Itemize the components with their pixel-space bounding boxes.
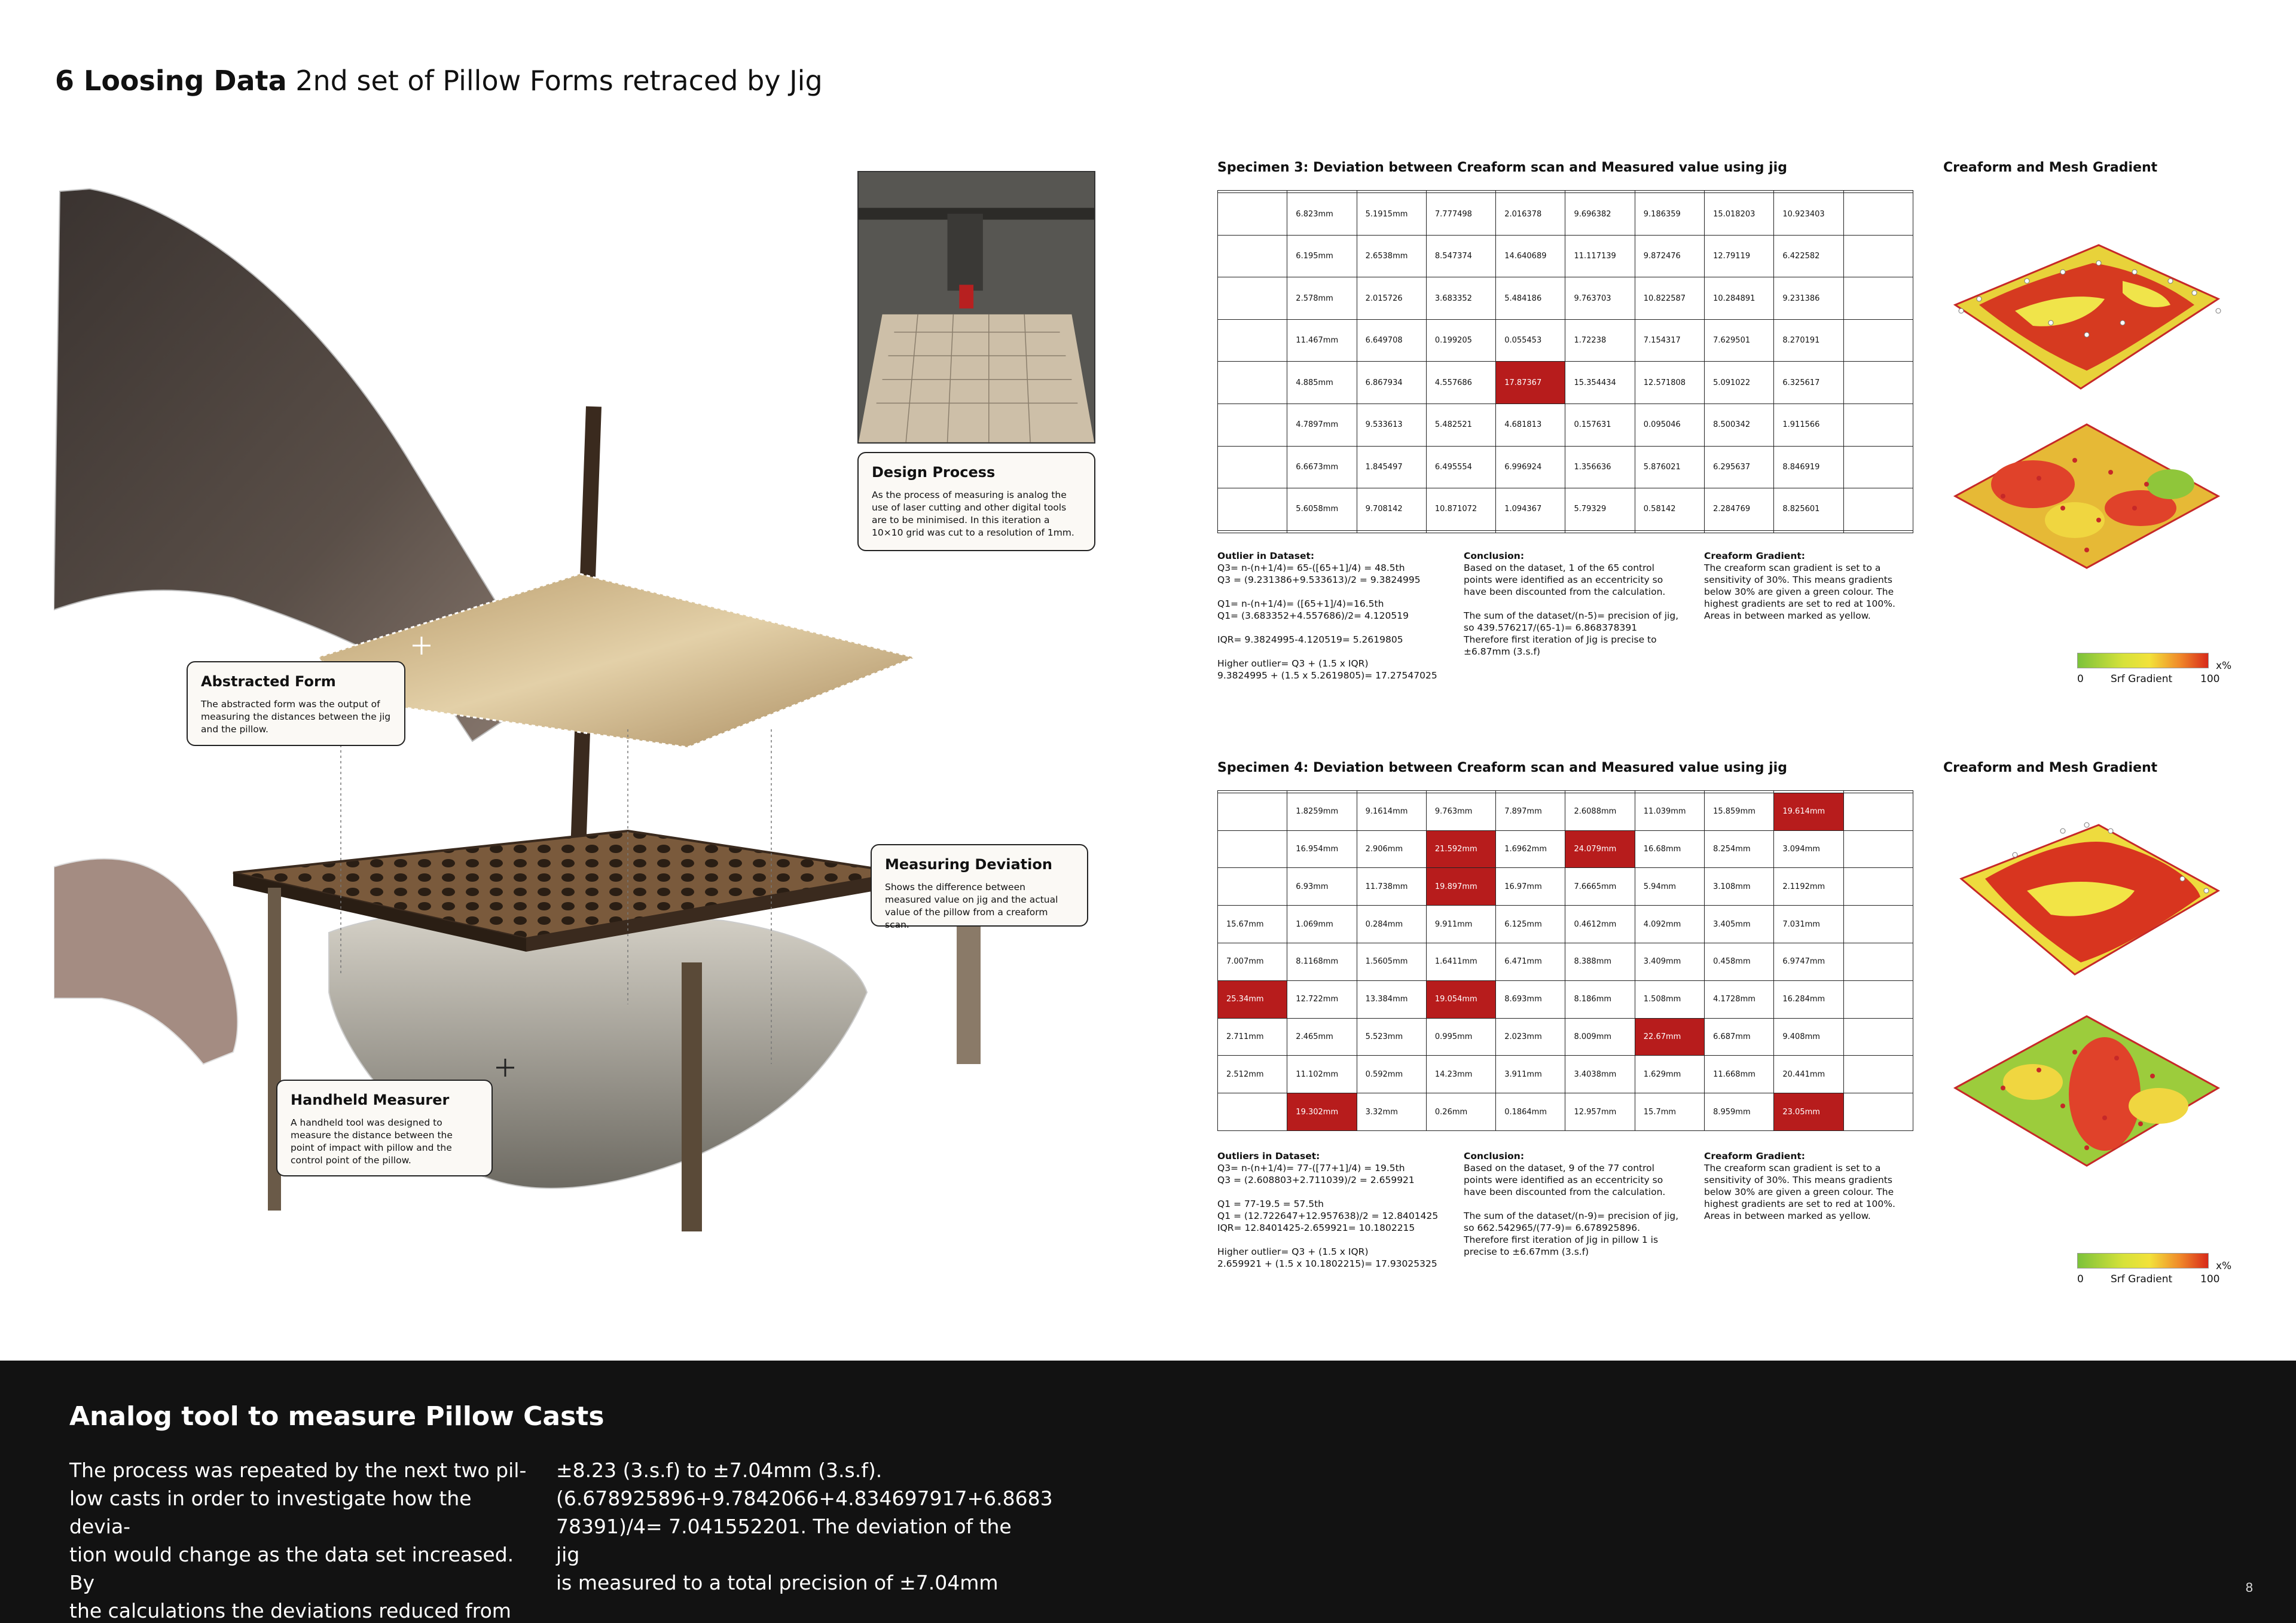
table-row bbox=[1218, 404, 1913, 446]
table-cell: 0.284mm bbox=[1357, 906, 1426, 943]
table-row bbox=[1218, 319, 1913, 362]
table-cell: 9.696382 bbox=[1565, 193, 1635, 236]
table-row bbox=[1218, 793, 1913, 830]
table-cell: 6.823mm bbox=[1287, 193, 1357, 236]
table-row bbox=[1218, 193, 1913, 236]
table-cell: 8.547374 bbox=[1426, 235, 1495, 277]
table-cell: 11.467mm bbox=[1287, 319, 1357, 362]
specimen3-outlier-notes bbox=[1217, 550, 1457, 681]
specimen4-legend bbox=[2077, 1253, 2232, 1285]
table-cell: 19.054mm bbox=[1426, 980, 1495, 1018]
table-cell: 8.254mm bbox=[1705, 830, 1774, 868]
table-row bbox=[1218, 277, 1913, 320]
table-cell bbox=[1218, 488, 1287, 531]
notes-body: Based on the dataset, 1 of the 65 control points were identified as an eccentricity so have been discounted from the calculation. The sum of the dataset/(n-5)= precision of jig, so 439.576217/(65-1)= 6.868378391 Therefore first iteration of Jig is precise to ±6.87mm (3.s.f) bbox=[1464, 563, 1679, 657]
callout-title: Handheld Measurer bbox=[291, 1092, 450, 1108]
specimen3-gradient-title: Creaform and Mesh Gradient bbox=[1943, 160, 2158, 175]
table-cell: 6.649708 bbox=[1357, 319, 1426, 362]
table-cell: 1.629mm bbox=[1635, 1056, 1704, 1093]
notes-body: The creaform scan gradient is set to a sensitivity of 30%. This means gradients below 30% are given a green colour. The highest gradients are set to red at 100%. Areas in between marked as yellow. bbox=[1704, 563, 1895, 621]
band-text-right: ±8.23 (3.s.f) to ±7.04mm (3.s.f). (6.678925896+9.7842066+4.834697917+6.8683 78391)/4= 7.041552201. The deviation of the jig is measured to a total precision of ±7.04mm bbox=[556, 1459, 1053, 1594]
table-cell bbox=[1218, 446, 1287, 488]
table-cell: 3.32mm bbox=[1357, 1093, 1426, 1131]
table-cell: 24.079mm bbox=[1565, 830, 1635, 868]
table-cell bbox=[1218, 868, 1287, 906]
table-cell: 5.482521 bbox=[1426, 404, 1495, 446]
notes-body: The creaform scan gradient is set to a sensitivity of 30%. This means gradients below 30% are given a green colour. The highest gradients are set to red at 100%. Areas in between marked as yellow. bbox=[1704, 1163, 1895, 1221]
table-cell bbox=[1705, 530, 1774, 533]
table-cell bbox=[1843, 793, 1913, 830]
table-cell bbox=[1843, 906, 1913, 943]
table-row bbox=[1218, 362, 1913, 404]
table-cell: 6.93mm bbox=[1287, 868, 1357, 906]
table-row bbox=[1218, 868, 1913, 906]
table-cell: 0.157631 bbox=[1565, 404, 1635, 446]
table-cell bbox=[1218, 404, 1287, 446]
table-cell: 8.009mm bbox=[1565, 1018, 1635, 1056]
legend-gradient-bar bbox=[2077, 1253, 2209, 1269]
table-cell: 1.094367 bbox=[1496, 488, 1565, 531]
page-title bbox=[55, 65, 823, 97]
table-cell: 9.408mm bbox=[1774, 1018, 1843, 1056]
table-cell: 12.722mm bbox=[1287, 980, 1357, 1018]
callout-abstracted-form bbox=[187, 661, 405, 746]
table-cell: 13.384mm bbox=[1357, 980, 1426, 1018]
table-cell: 8.500342 bbox=[1705, 404, 1774, 446]
specimen4-gradient-note bbox=[1704, 1150, 1919, 1222]
table-cell: 1.6411mm bbox=[1426, 943, 1495, 981]
table-cell bbox=[1843, 319, 1913, 362]
table-cell: 5.523mm bbox=[1357, 1018, 1426, 1056]
table-cell: 12.79119 bbox=[1705, 235, 1774, 277]
table-cell: 0.4612mm bbox=[1565, 906, 1635, 943]
table-cell bbox=[1218, 235, 1287, 277]
table-row bbox=[1218, 530, 1913, 533]
table-cell bbox=[1843, 488, 1913, 531]
notes-title: Conclusion: bbox=[1464, 1151, 1525, 1162]
specimen4-creaform-heatmap bbox=[1943, 807, 2230, 992]
table-cell: 1.5605mm bbox=[1357, 943, 1426, 981]
table-cell: 14.640689 bbox=[1496, 235, 1565, 277]
table-cell: 7.629501 bbox=[1705, 319, 1774, 362]
table-cell bbox=[1635, 530, 1704, 533]
table-cell bbox=[1843, 530, 1913, 533]
specimen3-deviation-table bbox=[1217, 190, 1913, 533]
table-cell: 6.687mm bbox=[1705, 1018, 1774, 1056]
legend-label: Srf Gradient bbox=[2111, 673, 2173, 685]
table-cell bbox=[1843, 404, 1913, 446]
table-cell: 6.195mm bbox=[1287, 235, 1357, 277]
table-cell bbox=[1843, 277, 1913, 320]
table-row bbox=[1218, 1018, 1913, 1056]
table-cell: 3.683352 bbox=[1426, 277, 1495, 320]
specimen4-deviation-table bbox=[1217, 790, 1913, 1131]
table-cell: 12.571808 bbox=[1635, 362, 1704, 404]
table-cell bbox=[1843, 1056, 1913, 1093]
table-cell bbox=[1774, 530, 1843, 533]
callout-body: The abstracted form was the output of measuring the distances between the jig and the pillow. bbox=[201, 699, 391, 735]
summary-band bbox=[0, 1361, 2296, 1623]
specimen3-gradient-note bbox=[1704, 550, 1919, 622]
table-cell: 2.711mm bbox=[1218, 1018, 1287, 1056]
table-cell: 20.441mm bbox=[1774, 1056, 1843, 1093]
specimen3-creaform-heatmap bbox=[1943, 221, 2230, 412]
table-cell bbox=[1218, 277, 1287, 320]
table-cell: 9.763703 bbox=[1565, 277, 1635, 320]
table-cell: 22.67mm bbox=[1635, 1018, 1704, 1056]
table-cell: 0.592mm bbox=[1357, 1056, 1426, 1093]
table-cell: 1.8259mm bbox=[1287, 793, 1357, 830]
table-cell: 8.186mm bbox=[1565, 980, 1635, 1018]
table-cell: 3.409mm bbox=[1635, 943, 1704, 981]
title-bold: 6 Loosing Data bbox=[55, 65, 287, 97]
legend-unit: x% bbox=[2216, 1260, 2232, 1272]
table-cell: 25.34mm bbox=[1218, 980, 1287, 1018]
table-cell: 8.270191 bbox=[1774, 319, 1843, 362]
table-cell bbox=[1218, 319, 1287, 362]
table-cell: 14.23mm bbox=[1426, 1056, 1495, 1093]
table-cell: 19.614mm bbox=[1774, 793, 1843, 830]
table-cell: 0.458mm bbox=[1705, 943, 1774, 981]
table-cell bbox=[1843, 1018, 1913, 1056]
table-cell: 21.592mm bbox=[1426, 830, 1495, 868]
table-cell: 8.846919 bbox=[1774, 446, 1843, 488]
table-cell: 6.6673mm bbox=[1287, 446, 1357, 488]
table-cell: 2.6538mm bbox=[1357, 235, 1426, 277]
callout-handheld-measurer bbox=[276, 1080, 493, 1176]
table-cell: 8.959mm bbox=[1705, 1093, 1774, 1131]
table-cell: 11.738mm bbox=[1357, 868, 1426, 906]
table-cell: 3.4038mm bbox=[1565, 1056, 1635, 1093]
table-cell: 4.681813 bbox=[1496, 404, 1565, 446]
notes-body: Q3= n-(n+1/4)= 77-([77+1]/4) = 19.5th Q3 = (2.608803+2.711039)/2 = 2.659921 Q1 = 77-19.5 = 57.5th Q1 = (12.722647+12.957638)/2 = 12.8401425 IQR= 12.8401425-2.659921= 10.1802215 Higher outlier= Q3 + (1.5 x IQR) 2.659921 + (1.5 x 10.1802215)= 17.93025325 bbox=[1217, 1163, 1439, 1269]
table-cell: 1.6962mm bbox=[1496, 830, 1565, 868]
notes-title: Conclusion: bbox=[1464, 551, 1525, 561]
table-cell: 8.693mm bbox=[1496, 980, 1565, 1018]
table-cell: 16.954mm bbox=[1287, 830, 1357, 868]
table-cell: 9.1614mm bbox=[1357, 793, 1426, 830]
table-cell: 0.1864mm bbox=[1496, 1093, 1565, 1131]
table-cell bbox=[1843, 830, 1913, 868]
legend-min: 0 bbox=[2077, 1273, 2084, 1285]
callout-body: A handheld tool was designed to measure the distance between the point of impact with pillow and the control point of the pillow. bbox=[291, 1117, 453, 1166]
table-cell: 7.007mm bbox=[1218, 943, 1287, 981]
table-cell: 11.102mm bbox=[1287, 1056, 1357, 1093]
table-cell bbox=[1218, 362, 1287, 404]
table-cell: 5.6058mm bbox=[1287, 488, 1357, 531]
title-subtitle: 2nd set of Pillow Forms retraced by Jig bbox=[295, 65, 823, 97]
table-cell: 2.023mm bbox=[1496, 1018, 1565, 1056]
table-row bbox=[1218, 1056, 1913, 1093]
callout-measuring-deviation bbox=[871, 844, 1088, 930]
table-cell bbox=[1843, 980, 1913, 1018]
table-cell: 16.284mm bbox=[1774, 980, 1843, 1018]
table-cell: 5.484186 bbox=[1496, 277, 1565, 320]
table-cell bbox=[1843, 446, 1913, 488]
table-cell: 1.069mm bbox=[1287, 906, 1357, 943]
table-cell: 10.923403 bbox=[1774, 193, 1843, 236]
table-cell: 1.911566 bbox=[1774, 404, 1843, 446]
table-cell: 16.68mm bbox=[1635, 830, 1704, 868]
table-cell: 6.422582 bbox=[1774, 235, 1843, 277]
specimen4-mesh-heatmap bbox=[1943, 1004, 2230, 1178]
table-cell: 4.557686 bbox=[1426, 362, 1495, 404]
table-cell: 3.911mm bbox=[1496, 1056, 1565, 1093]
table-cell: 10.822587 bbox=[1635, 277, 1704, 320]
table-cell: 1.508mm bbox=[1635, 980, 1704, 1018]
table-row bbox=[1218, 446, 1913, 488]
table-cell: 4.1728mm bbox=[1705, 980, 1774, 1018]
table-cell: 2.512mm bbox=[1218, 1056, 1287, 1093]
table-cell: 7.154317 bbox=[1635, 319, 1704, 362]
table-cell: 9.763mm bbox=[1426, 793, 1495, 830]
table-cell bbox=[1218, 193, 1287, 236]
callout-title: Design Process bbox=[872, 464, 996, 481]
table-row bbox=[1218, 488, 1913, 531]
table-cell: 1.72238 bbox=[1565, 319, 1635, 362]
table-cell: 7.897mm bbox=[1496, 793, 1565, 830]
table-cell: 19.897mm bbox=[1426, 868, 1495, 906]
table-cell bbox=[1357, 530, 1426, 533]
table-cell: 2.6088mm bbox=[1565, 793, 1635, 830]
callout-design-process bbox=[857, 452, 1095, 551]
table-cell: 5.1915mm bbox=[1357, 193, 1426, 236]
specimen4-outlier-notes bbox=[1217, 1150, 1457, 1270]
callout-title: Measuring Deviation bbox=[885, 856, 1052, 873]
table-cell: 2.284769 bbox=[1705, 488, 1774, 531]
specimen4-gradient-title: Creaform and Mesh Gradient bbox=[1943, 760, 2158, 775]
table-cell: 15.67mm bbox=[1218, 906, 1287, 943]
table-cell bbox=[1565, 530, 1635, 533]
table-cell: 11.668mm bbox=[1705, 1056, 1774, 1093]
table-cell: 6.9747mm bbox=[1774, 943, 1843, 981]
table-cell: 9.533613 bbox=[1357, 404, 1426, 446]
table-cell: 9.186359 bbox=[1635, 193, 1704, 236]
table-cell: 9.708142 bbox=[1357, 488, 1426, 531]
specimen3-legend bbox=[2077, 653, 2232, 685]
table-cell: 2.1192mm bbox=[1774, 868, 1843, 906]
table-cell: 6.495554 bbox=[1426, 446, 1495, 488]
table-cell: 5.79329 bbox=[1565, 488, 1635, 531]
band-text-left: The process was repeated by the next two pil- low casts in order to investigate how the devia- tion would change as the data set increased. By the calculations the deviations reduced from bbox=[69, 1459, 527, 1622]
table-row bbox=[1218, 235, 1913, 277]
notes-title: Outlier in Dataset: bbox=[1217, 551, 1315, 561]
specimen3-mesh-heatmap bbox=[1943, 418, 2230, 580]
table-cell bbox=[1496, 530, 1565, 533]
legend-unit: x% bbox=[2216, 660, 2232, 672]
table-cell: 3.108mm bbox=[1705, 868, 1774, 906]
table-cell: 2.016378 bbox=[1496, 193, 1565, 236]
laser-cutter-photo bbox=[857, 171, 1095, 444]
table-cell: 19.302mm bbox=[1287, 1093, 1357, 1131]
table-cell: 3.094mm bbox=[1774, 830, 1843, 868]
table-row bbox=[1218, 830, 1913, 868]
table-cell bbox=[1843, 193, 1913, 236]
band-title: Analog tool to measure Pillow Casts bbox=[69, 1401, 604, 1432]
table-cell: 11.117139 bbox=[1565, 235, 1635, 277]
table-cell bbox=[1843, 1093, 1913, 1131]
table-cell: 0.095046 bbox=[1635, 404, 1704, 446]
table-cell: 15.859mm bbox=[1705, 793, 1774, 830]
table-cell: 4.092mm bbox=[1635, 906, 1704, 943]
table-cell bbox=[1426, 530, 1495, 533]
page-number: 8 bbox=[2245, 1580, 2253, 1595]
table-cell: 4.7897mm bbox=[1287, 404, 1357, 446]
table-cell: 5.876021 bbox=[1635, 446, 1704, 488]
table-cell: 6.325617 bbox=[1774, 362, 1843, 404]
table-cell bbox=[1218, 530, 1287, 533]
specimen4-title: Specimen 4: Deviation between Creaform scan and Measured value using jig bbox=[1217, 760, 1787, 775]
table-cell bbox=[1287, 530, 1357, 533]
legend-max: 100 bbox=[2200, 673, 2220, 685]
table-cell: 3.405mm bbox=[1705, 906, 1774, 943]
table-cell: 8.825601 bbox=[1774, 488, 1843, 531]
table-cell bbox=[1218, 1093, 1287, 1131]
table-cell: 6.471mm bbox=[1496, 943, 1565, 981]
notes-body: Q3= n-(n+1/4)= 65-([65+1]/4) = 48.5th Q3 = (9.231386+9.533613)/2 = 9.3824995 Q1= n-(n+1/4)= ([65+1]/4)=16.5th Q1= (3.683352+4.557686)/2= 4.120519 IQR= 9.3824995-4.120519= 5.2619805 Higher outlier= Q3 + (1.5 x IQR) 9.3824995 + (1.5 x 5.2619805)= 17.27547025 bbox=[1217, 563, 1437, 681]
specimen4-conclusion bbox=[1464, 1150, 1679, 1258]
table-cell bbox=[1843, 235, 1913, 277]
table-cell: 15.7mm bbox=[1635, 1093, 1704, 1131]
table-cell: 0.055453 bbox=[1496, 319, 1565, 362]
table-cell: 2.906mm bbox=[1357, 830, 1426, 868]
table-cell: 0.995mm bbox=[1426, 1018, 1495, 1056]
table-cell: 2.465mm bbox=[1287, 1018, 1357, 1056]
table-cell bbox=[1843, 362, 1913, 404]
legend-gradient-bar bbox=[2077, 653, 2209, 668]
table-row bbox=[1218, 980, 1913, 1018]
table-row bbox=[1218, 1093, 1913, 1131]
table-row bbox=[1218, 906, 1913, 943]
table-cell: 10.871072 bbox=[1426, 488, 1495, 531]
table-cell: 0.26mm bbox=[1426, 1093, 1495, 1131]
table-cell: 15.354434 bbox=[1565, 362, 1635, 404]
callout-body: As the process of measuring is analog the use of laser cutting and other digital tools are to be minimised. In this iteration a 10×10 grid was cut to a resolution of 1mm. bbox=[872, 490, 1074, 538]
table-cell: 5.94mm bbox=[1635, 868, 1704, 906]
notes-title: Creaform Gradient: bbox=[1704, 551, 1805, 561]
table-cell: 11.039mm bbox=[1635, 793, 1704, 830]
table-cell: 15.018203 bbox=[1705, 193, 1774, 236]
table-cell: 5.091022 bbox=[1705, 362, 1774, 404]
table-cell: 6.867934 bbox=[1357, 362, 1426, 404]
table-cell: 6.996924 bbox=[1496, 446, 1565, 488]
table-cell: 0.199205 bbox=[1426, 319, 1495, 362]
table-cell: 6.125mm bbox=[1496, 906, 1565, 943]
table-cell: 7.031mm bbox=[1774, 906, 1843, 943]
table-row bbox=[1218, 943, 1913, 981]
table-cell: 6.295637 bbox=[1705, 446, 1774, 488]
table-cell: 16.97mm bbox=[1496, 868, 1565, 906]
callout-body: Shows the difference between measured value on jig and the actual value of the pillow from a creaform scan. bbox=[885, 882, 1058, 930]
table-cell bbox=[1843, 943, 1913, 981]
table-cell: 1.356636 bbox=[1565, 446, 1635, 488]
notes-body: Based on the dataset, 9 of the 77 control points were identified as an eccentricity so have been discounted from the calculation. The sum of the dataset/(n-9)= precision of jig, so 662.542965/(77-9)= 6.678925896. Therefore first iteration of Jig in pillow 1 is precise to ±6.67mm (3.s.f) bbox=[1464, 1163, 1679, 1257]
table-cell: 9.231386 bbox=[1774, 277, 1843, 320]
notes-title: Outliers in Dataset: bbox=[1217, 1151, 1320, 1162]
table-cell: 8.1168mm bbox=[1287, 943, 1357, 981]
notes-title: Creaform Gradient: bbox=[1704, 1151, 1805, 1162]
table-cell: 9.911mm bbox=[1426, 906, 1495, 943]
table-cell: 2.578mm bbox=[1287, 277, 1357, 320]
specimen3-conclusion bbox=[1464, 550, 1679, 658]
table-cell bbox=[1218, 830, 1287, 868]
table-cell bbox=[1843, 868, 1913, 906]
legend-max: 100 bbox=[2200, 1273, 2220, 1285]
callout-title: Abstracted Form bbox=[201, 673, 336, 690]
table-cell: 7.777498 bbox=[1426, 193, 1495, 236]
table-cell: 2.015726 bbox=[1357, 277, 1426, 320]
table-cell bbox=[1218, 793, 1287, 830]
table-cell: 12.957mm bbox=[1565, 1093, 1635, 1131]
specimen3-title: Specimen 3: Deviation between Creaform scan and Measured value using jig bbox=[1217, 160, 1787, 175]
table-cell: 1.845497 bbox=[1357, 446, 1426, 488]
legend-min: 0 bbox=[2077, 673, 2084, 685]
table-cell: 8.388mm bbox=[1565, 943, 1635, 981]
table-cell: 0.58142 bbox=[1635, 488, 1704, 531]
table-cell: 10.284891 bbox=[1705, 277, 1774, 320]
legend-label: Srf Gradient bbox=[2111, 1273, 2173, 1285]
table-cell: 7.6665mm bbox=[1565, 868, 1635, 906]
table-cell: 9.872476 bbox=[1635, 235, 1704, 277]
table-cell: 4.885mm bbox=[1287, 362, 1357, 404]
table-cell: 23.05mm bbox=[1774, 1093, 1843, 1131]
table-cell: 17.87367 bbox=[1496, 362, 1565, 404]
